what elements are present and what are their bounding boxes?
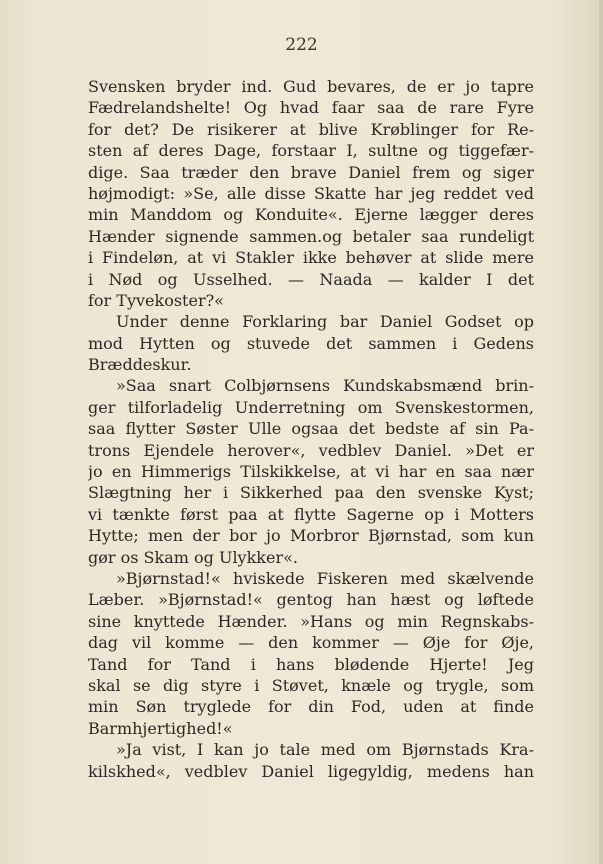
- text-line: jo en Himmerigs Tilskikkelse, at vi har en saa nær: [88, 462, 534, 482]
- text-line: Bræddeskur.: [88, 355, 192, 375]
- text-line: min Søn tryglede for din Fod, uden at finde: [88, 697, 534, 717]
- text-line: ger tilforladelig Underretning om Svenskestormen,: [88, 397, 534, 417]
- text-line: »Saa snart Colbjørnsens Kundskabsmænd brin-: [116, 376, 534, 396]
- text-line: »Ja vist, I kan jo tale med om Bjørnstads Kra-: [116, 740, 534, 760]
- text-line: mod Hytten og stuvede det sammen i Gedens: [88, 333, 534, 353]
- text-line: saa flytter Søster Ulle ogsaa det bedste af sin Pa-: [88, 419, 534, 439]
- text-line: Under denne Forklaring bar Daniel Godset op: [116, 312, 534, 332]
- text-line: sten af deres Dage, forstaar I, sultne og tiggefær-: [88, 141, 534, 161]
- text-line: gør os Skam og Ulykker«.: [88, 547, 298, 567]
- text-line: højmodigt: »Se, alle disse Skatte har jeg reddet ved: [88, 183, 534, 203]
- text-line: Hytte; men der bor jo Morbror Bjørnstad, som kun: [88, 526, 534, 546]
- text-line: kilskhed«, vedblev Daniel ligegyldig, medens han: [88, 761, 534, 781]
- text-line: for Tyvekoster?«: [88, 290, 224, 310]
- text-line: sine knyttede Hænder. »Hans og min Regnskabs-: [88, 611, 534, 631]
- text-line: trons Ejendele herover«, vedblev Daniel. »Det er: [88, 440, 534, 460]
- text-line: i Findeløn, at vi Stakler ikke behøver at slide mere: [88, 248, 534, 268]
- page-edge: [599, 0, 603, 864]
- text-line: Slægtning her i Sikkerhed paa den svenske Kyst;: [88, 483, 534, 503]
- text-line: skal se dig styre i Støvet, knæle og trygle, som: [88, 675, 534, 695]
- body-text: [88, 76, 534, 782]
- text-line: Tand for Tand i hans blødende Hjerte! Jeg: [88, 654, 534, 674]
- text-line: Barmhjertighed!«: [88, 718, 233, 738]
- text-line: Læber. »Bjørnstad!« gentog han hæst og løftede: [88, 590, 534, 610]
- text-line: Fædrelandshelte! Og hvad faar saa de rare Fyre: [88, 98, 534, 118]
- page-number: 222: [285, 35, 318, 55]
- text-line: Hænder signende sammen.og betaler saa rundeligt: [88, 226, 534, 246]
- text-line: for det? De risikerer at blive Krøblinger for Re-: [88, 119, 534, 139]
- text-line: »Bjørnstad!« hviskede Fiskeren med skælvende: [116, 568, 534, 588]
- text-line: dag vil komme — den kommer — Øje for Øje,: [88, 633, 534, 653]
- text-line: Svensken bryder ind. Gud bevares, de er jo tapre: [88, 77, 534, 96]
- text-line: min Manddom og Konduite«. Ejerne lægger deres: [88, 205, 534, 225]
- text-line: dige. Saa træder den brave Daniel frem og siger: [88, 162, 534, 182]
- text-line: vi tænkte først paa at flytte Sagerne op i Motters: [88, 504, 534, 524]
- text-line: i Nød og Usselhed. — Naada — kalder I det: [88, 269, 534, 289]
